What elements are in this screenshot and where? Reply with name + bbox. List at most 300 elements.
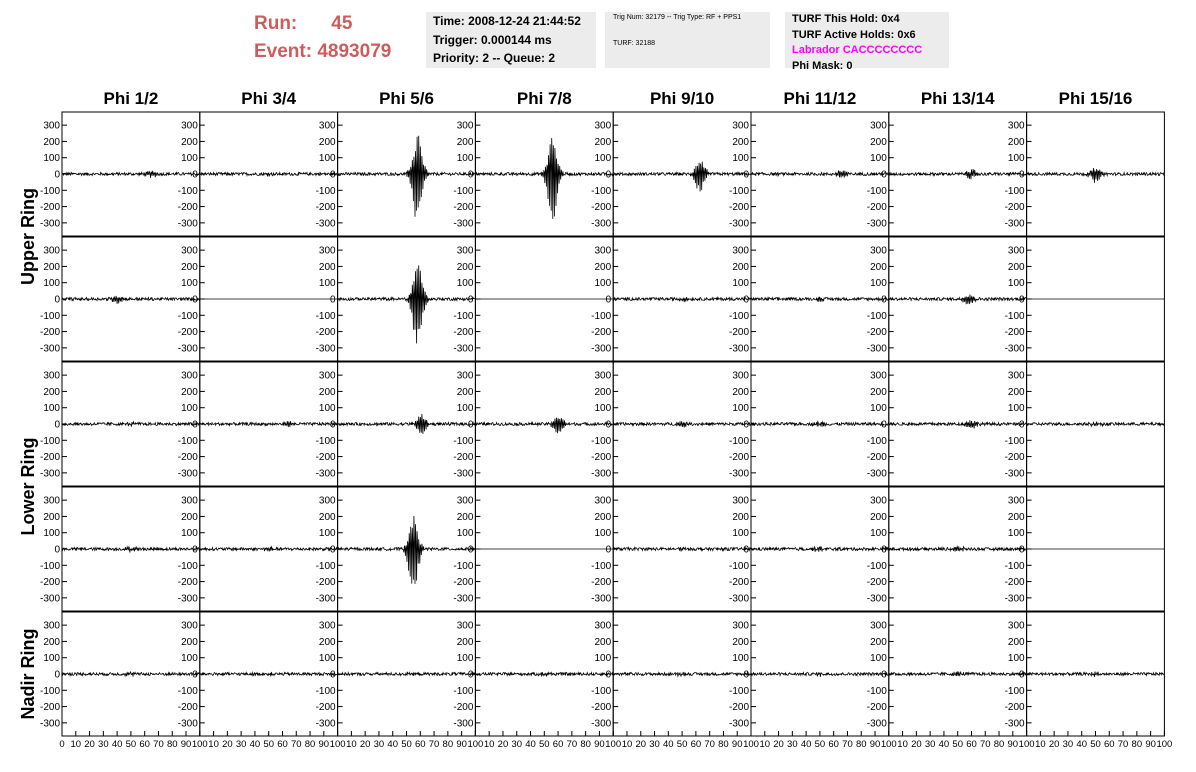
y-tick-label: 200 [1007,386,1025,398]
y-tick-label: 100 [1007,278,1025,290]
y-tick-label: 100 [318,153,336,165]
x-tick-label: 90 [456,739,467,750]
x-tick-label: 50 [125,739,137,750]
y-tick-label: 300 [594,245,612,257]
y-tick-label: 200 [43,261,60,273]
x-tick-label: 60 [690,739,702,750]
y-tick-label: 200 [870,136,887,148]
y-tick-label: 200 [43,636,60,648]
x-tick-label: 100 [743,739,759,750]
trig-num-text: Trig Num: 32179 -- Trig Type: RF + PPS1 [613,14,742,21]
y-tick-label: 0 [605,544,612,556]
turf-hold-text: TURF This Hold: 0x4 [792,13,900,25]
y-tick-label: 200 [594,386,612,398]
x-tick-label: 100 [1156,739,1173,750]
priority-text: Priority: 2 -- Queue: 2 [433,51,556,65]
event-label: Event: [254,41,313,62]
y-tick-label: -100 [177,685,198,697]
y-tick-label: 0 [881,294,887,306]
y-tick-label: -100 [866,185,887,197]
y-tick-label: 300 [181,495,198,507]
y-tick-label: 100 [318,528,336,540]
y-tick-label: -300 [1004,468,1025,480]
ring-label: Upper Ring [18,188,38,285]
labrador-text: Labrador CACCCCCCCC [792,44,923,56]
y-tick-label: -200 [453,577,474,589]
y-tick-label: 100 [594,528,612,540]
waveform-trace [200,547,338,552]
trigger-text: Trigger: 0.000144 ms [433,32,552,47]
y-tick-label: -200 [315,577,336,589]
x-tick-label: 70 [1117,739,1129,750]
y-tick-label: 100 [181,278,198,290]
x-tick-label: 80 [304,739,316,750]
y-tick-label: -100 [866,435,887,447]
y-tick-label: 0 [467,669,474,681]
y-tick-label: -100 [315,185,336,197]
y-tick-label: -100 [728,185,749,197]
y-tick-label: -300 [728,343,749,355]
y-tick-label: -100 [39,435,60,447]
y-tick-label: 200 [456,261,474,273]
x-tick-label: 10 [208,739,219,750]
x-tick-label: 20 [1048,739,1060,750]
y-tick-label: 300 [318,495,336,507]
y-tick-label: 0 [192,169,198,181]
y-tick-label: 200 [732,136,749,148]
y-tick-label: 200 [456,386,474,398]
y-tick-label: -300 [453,718,474,730]
waveform-trace [751,422,889,427]
y-tick-label: -200 [728,327,749,339]
y-tick-label: 0 [330,169,336,181]
y-tick-label: -200 [866,577,887,589]
y-tick-label: 200 [870,261,887,273]
y-tick-label: 100 [870,528,887,540]
y-tick-label: 100 [43,403,60,415]
y-tick-label: -100 [728,310,749,322]
x-tick-label: 20 [911,739,922,750]
y-tick-label: 300 [594,495,612,507]
y-tick-label: 0 [467,294,474,306]
y-tick-label: -300 [315,593,336,605]
x-tick-label: 70 [704,739,715,750]
turf-active-text: TURF Active Holds: 0x6 [792,28,916,41]
y-tick-label: -100 [591,435,612,447]
y-tick-label: 300 [318,370,336,382]
y-tick-label: 300 [870,245,887,257]
y-tick-label: 0 [605,669,612,681]
y-tick-label: 200 [732,636,749,648]
waveform-trace [200,421,338,427]
x-tick-label: 80 [166,739,178,750]
y-tick-label: 300 [594,370,612,382]
y-tick-label: -300 [315,343,336,355]
y-tick-label: -300 [453,218,474,230]
y-tick-label: 100 [181,153,198,165]
y-tick-label: 300 [732,370,749,382]
y-tick-label: 100 [456,278,474,290]
y-tick-label: -100 [39,685,60,697]
y-tick-label: 200 [1007,636,1025,648]
y-tick-label: 100 [732,653,749,665]
y-tick-label: 300 [870,370,887,382]
y-tick-label: -300 [866,718,887,730]
x-tick-label: 70 [153,739,164,750]
waveform-trace [200,173,338,177]
waveform-trace [338,516,476,584]
y-tick-label: -300 [591,718,612,730]
y-tick-label: 0 [743,669,749,681]
y-tick-label: 200 [318,261,336,273]
waveform-trace [338,672,476,676]
y-tick-label: -100 [1004,185,1025,197]
y-tick-label: -100 [591,685,612,697]
x-tick-label: 80 [718,739,729,750]
y-tick-label: 200 [181,511,198,523]
y-tick-label: 100 [43,653,60,665]
x-tick-label: 90 [731,739,743,750]
x-tick-label: 60 [828,739,839,750]
y-tick-label: 300 [594,620,612,632]
column-title: Phi 9/10 [649,89,715,108]
y-tick-label: -100 [39,560,60,572]
y-tick-label: 300 [181,120,198,132]
column-title: Phi 13/14 [920,89,995,108]
x-tick-label: 10 [483,739,495,750]
phi-mask-text: Phi Mask: 0 [792,59,853,72]
x-tick-label: 30 [511,739,523,750]
y-tick-label: 100 [870,278,887,290]
y-tick-label: 300 [732,245,749,257]
y-tick-label: -100 [39,310,60,322]
y-tick-label: -200 [591,577,612,589]
y-tick-label: 200 [1007,136,1025,148]
column-title: Phi 1/2 [103,89,159,108]
y-tick-label: 100 [456,403,474,415]
y-tick-label: -200 [177,577,198,589]
y-tick-label: 300 [870,495,887,507]
y-tick-label: 100 [318,403,336,415]
y-tick-label: -300 [591,593,612,605]
x-tick-label: 20 [222,739,233,750]
waveform-trace [613,421,751,427]
y-tick-label: 300 [456,495,474,507]
y-tick-label: 200 [43,511,60,523]
y-tick-label: -300 [1004,718,1025,730]
y-tick-label: 100 [870,153,887,165]
y-tick-label: 0 [330,669,336,681]
y-tick-label: -100 [453,185,474,197]
x-tick-label: 80 [1131,739,1143,750]
ring-label: Lower Ring [18,437,38,536]
y-tick-label: 0 [54,294,60,306]
y-tick-label: 0 [881,419,887,431]
x-tick-label: 80 [855,739,867,750]
x-tick-label: 60 [414,739,426,750]
y-tick-label: 200 [732,511,749,523]
y-tick-label: -200 [591,327,612,339]
y-tick-label: 100 [456,153,474,165]
y-tick-label: -200 [591,452,612,464]
y-tick-label: 100 [594,403,612,415]
y-tick-label: 300 [456,370,474,382]
waveform-trace [200,672,338,677]
y-tick-label: 200 [1007,261,1025,273]
y-tick-label: 0 [192,419,198,431]
waveform-trace [62,422,200,427]
y-tick-label: 200 [456,511,474,523]
waveform-trace [613,547,751,551]
y-tick-label: -200 [728,577,749,589]
y-tick-label: 200 [181,136,198,148]
y-tick-label: -300 [866,218,887,230]
y-tick-label: 0 [743,294,749,306]
y-tick-label: 0 [1019,169,1025,181]
y-tick-label: 100 [456,528,474,540]
y-tick-label: 200 [318,386,336,398]
y-tick-label: 300 [732,495,749,507]
x-tick-label: 20 [359,739,371,750]
x-tick-label: 10 [621,739,633,750]
y-tick-label: 300 [43,495,60,507]
y-tick-label: -100 [315,685,336,697]
y-tick-label: -300 [453,343,474,355]
y-tick-label: -200 [39,702,60,714]
y-tick-label: 0 [467,169,474,181]
y-tick-label: -200 [315,327,336,339]
y-tick-label: -300 [177,718,198,730]
y-tick-label: -100 [1004,560,1025,572]
y-tick-label: 100 [732,403,749,415]
y-tick-label: -300 [39,343,60,355]
y-tick-label: -300 [1004,343,1025,355]
y-tick-label: -200 [866,452,887,464]
y-tick-label: 300 [318,620,336,632]
waveform-trace [889,169,1027,179]
y-tick-label: 0 [743,169,749,181]
y-tick-label: 300 [1007,495,1025,507]
x-tick-label: 70 [979,739,991,750]
y-tick-label: 0 [881,669,887,681]
y-tick-label: 200 [318,511,336,523]
y-tick-label: -300 [728,718,749,730]
y-tick-label: 0 [881,169,887,181]
y-tick-label: -200 [1004,327,1025,339]
y-tick-label: -300 [1004,593,1025,605]
y-tick-label: -300 [866,468,887,480]
y-tick-label: 300 [870,120,887,132]
y-tick-label: 0 [192,544,198,556]
y-tick-label: 200 [181,386,198,398]
y-tick-label: -200 [177,202,198,214]
x-tick-label: 70 [566,739,578,750]
x-tick-label: 20 [773,739,784,750]
y-tick-label: -100 [866,560,887,572]
y-tick-label: 0 [1019,669,1025,681]
x-tick-label: 50 [952,739,963,750]
column-title: Phi 3/4 [241,89,297,108]
y-tick-label: -100 [453,310,474,322]
waveform-trace [1027,672,1165,677]
y-tick-label: 200 [43,136,60,148]
waveform-trace [62,546,200,552]
y-tick-label: -100 [177,435,198,447]
y-tick-label: -300 [39,218,60,230]
waveform-trace [475,672,613,676]
x-tick-label: 30 [98,739,109,750]
y-tick-label: 0 [1019,419,1025,431]
x-tick-label: 100 [191,739,208,750]
y-tick-label: -300 [315,468,336,480]
time-text: Time: 2008-12-24 21:44:52 [433,14,581,28]
x-tick-label: 70 [428,739,440,750]
y-tick-label: -100 [453,435,474,447]
y-tick-label: -300 [453,468,474,480]
y-tick-label: -200 [866,202,887,214]
x-tick-label: 100 [329,739,346,750]
y-tick-label: -100 [728,685,749,697]
x-tick-label: 90 [869,739,881,750]
y-tick-label: 300 [43,120,60,132]
x-tick-label: 60 [277,739,288,750]
y-tick-label: -200 [728,452,749,464]
y-tick-label: 100 [456,653,474,665]
waveform-trace [338,414,476,434]
x-tick-label: 50 [263,739,274,750]
y-tick-label: 100 [732,153,749,165]
y-tick-label: -300 [39,718,60,730]
y-tick-label: -300 [177,593,198,605]
y-tick-label: -100 [1004,310,1025,322]
y-tick-label: -100 [39,185,60,197]
y-tick-label: -300 [866,343,887,355]
x-tick-label: 50 [401,739,412,750]
x-tick-label: 50 [814,739,826,750]
y-tick-label: 100 [594,153,612,165]
x-tick-label: 100 [467,739,484,750]
y-tick-label: -100 [728,560,749,572]
x-tick-label: 10 [897,739,908,750]
y-tick-label: -300 [866,593,887,605]
waveform-trace [62,171,200,178]
y-tick-label: -200 [1004,202,1025,214]
waveform-trace [751,672,889,677]
y-tick-label: -100 [177,185,198,197]
y-tick-label: 200 [870,386,887,398]
x-tick-label: 80 [580,739,591,750]
column-title: Phi 11/12 [783,89,857,108]
x-tick-label: 100 [880,739,897,750]
x-tick-label: 70 [842,739,853,750]
y-tick-label: -200 [453,202,474,214]
y-tick-label: 300 [318,245,336,257]
y-tick-label: -200 [39,577,60,589]
y-tick-label: 300 [318,120,336,132]
y-tick-label: -100 [1004,435,1025,447]
y-tick-label: -200 [1004,702,1025,714]
y-tick-label: -200 [591,202,612,214]
waveform-trace [751,171,889,178]
y-tick-label: -200 [39,327,60,339]
y-tick-label: 300 [181,370,198,382]
y-tick-label: -300 [591,218,612,230]
y-tick-label: 100 [870,403,887,415]
y-tick-label: 200 [870,511,887,523]
x-tick-label: 10 [1035,739,1046,750]
y-tick-label: -100 [315,435,336,447]
event-value: 4893079 [317,41,392,62]
x-tick-label: 30 [373,739,385,750]
y-tick-label: 100 [594,278,612,290]
waveform-trace [1027,422,1165,427]
y-tick-label: -100 [453,685,474,697]
y-tick-label: -100 [728,435,749,447]
y-tick-label: 100 [1007,653,1025,665]
y-tick-label: 0 [192,294,198,306]
x-tick-label: 90 [594,739,605,750]
y-tick-label: -300 [1004,218,1025,230]
y-tick-label: -200 [177,702,198,714]
waveform-trace [889,671,1027,676]
y-tick-label: -200 [1004,577,1025,589]
y-tick-label: 100 [181,528,198,540]
y-tick-label: 0 [743,419,749,431]
y-tick-label: 100 [732,278,749,290]
y-tick-label: 0 [192,669,198,681]
x-tick-label: 30 [235,739,247,750]
y-tick-label: 0 [54,544,60,556]
y-tick-label: -100 [591,310,612,322]
y-tick-label: 300 [594,120,612,132]
y-tick-label: -100 [315,310,336,322]
y-tick-label: 300 [181,245,198,257]
y-tick-label: -100 [866,310,887,322]
y-tick-label: 100 [732,528,749,540]
y-tick-label: -300 [591,343,612,355]
x-tick-label: 10 [70,739,82,750]
y-tick-label: -300 [728,593,749,605]
y-tick-label: -100 [177,560,198,572]
y-tick-label: 0 [330,294,336,306]
y-tick-label: 0 [743,544,749,556]
x-tick-label: 30 [649,739,660,750]
y-tick-label: -200 [1004,452,1025,464]
y-tick-label: -200 [866,702,887,714]
run-value: 45 [331,13,353,34]
x-tick-label: 70 [290,739,302,750]
y-tick-label: 100 [43,153,60,165]
y-tick-label: 200 [318,636,336,648]
waveform-trace [613,297,751,302]
y-tick-label: -200 [866,327,887,339]
y-tick-label: -200 [728,702,749,714]
x-tick-label: 80 [993,739,1005,750]
y-tick-label: 300 [1007,620,1025,632]
waveform-trace [475,418,613,434]
y-tick-label: 0 [1019,544,1025,556]
column-title: Phi 7/8 [516,89,572,108]
y-tick-label: 0 [1019,294,1025,306]
x-tick-label: 10 [346,739,357,750]
y-tick-label: -300 [39,468,60,480]
y-tick-label: -200 [728,202,749,214]
y-tick-label: 200 [594,261,612,273]
y-tick-label: 300 [870,620,887,632]
y-tick-label: -100 [177,310,198,322]
x-tick-label: 60 [1103,739,1115,750]
y-tick-label: 300 [43,245,60,257]
